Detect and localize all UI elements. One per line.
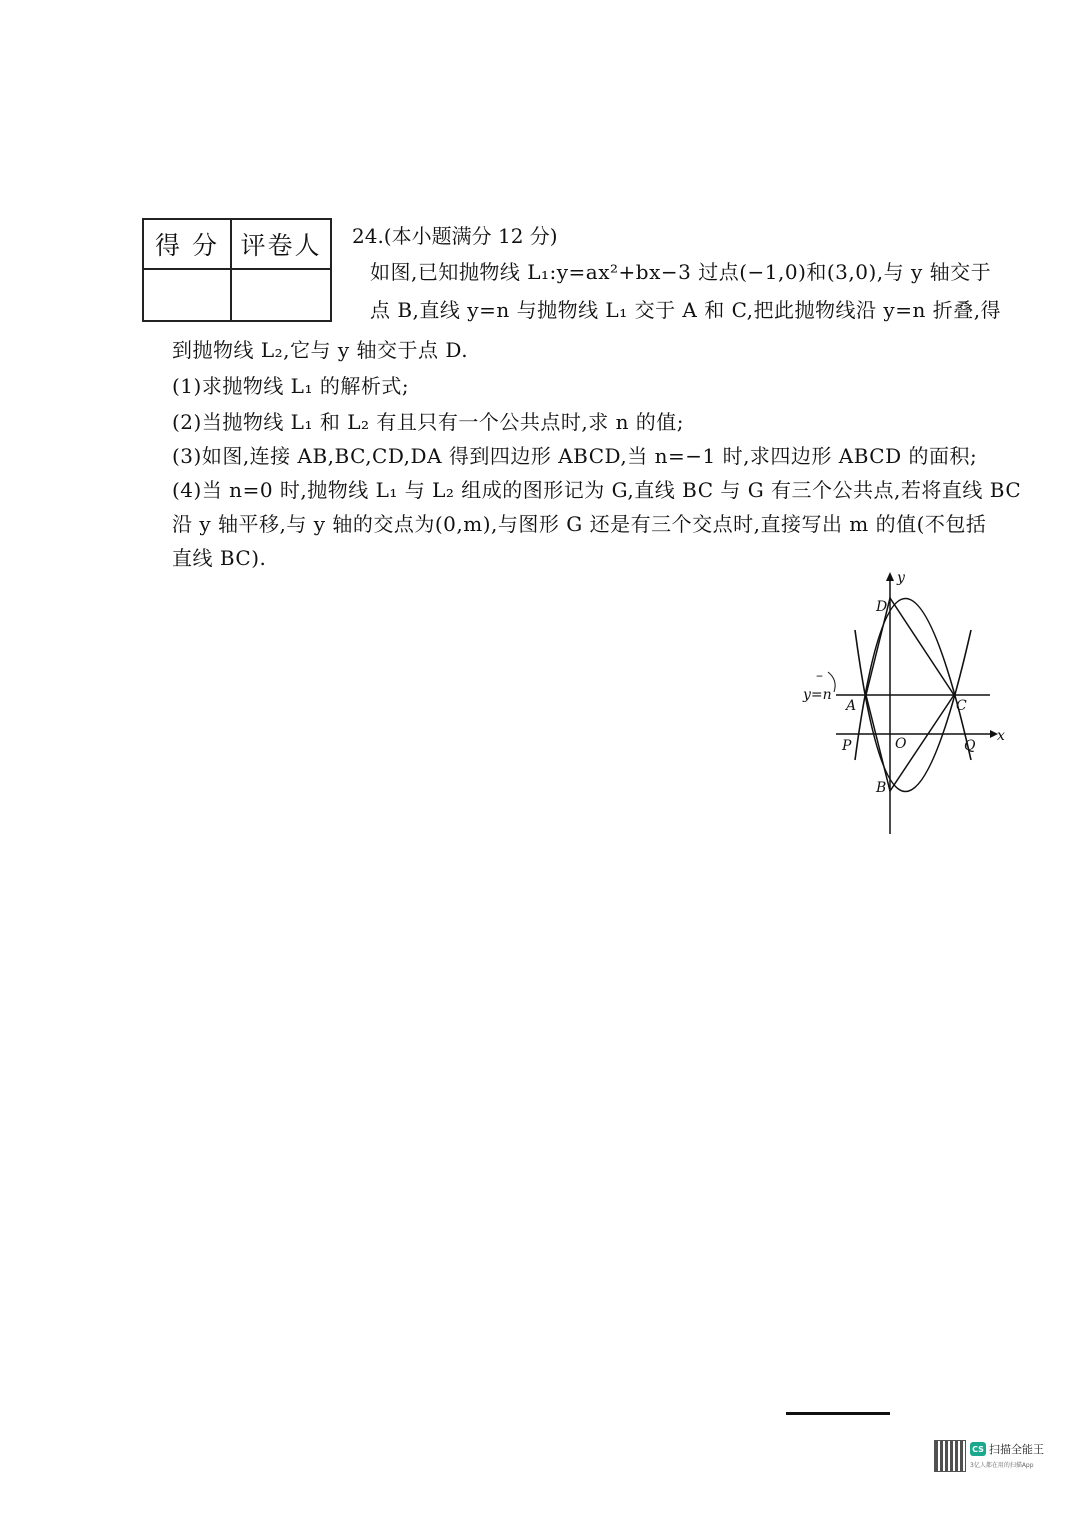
score-table bbox=[142, 218, 332, 322]
label-Q: Q bbox=[964, 738, 976, 754]
question-part-2: (2)当抛物线 L₁ 和 L₂ 有且只有一个公共点时,求 n 的值; bbox=[172, 410, 685, 434]
parabola-L1 bbox=[855, 630, 971, 792]
parabola-figure bbox=[800, 568, 1010, 838]
label-line: y=n bbox=[803, 687, 832, 703]
cs-logo-icon: CS bbox=[970, 1442, 986, 1456]
label-C: C bbox=[956, 698, 967, 714]
page-rule bbox=[786, 1412, 890, 1415]
question-part-4-line-3: 直线 BC). bbox=[172, 546, 267, 570]
label-B: B bbox=[876, 780, 887, 796]
question-header: 24.(本小题满分 12 分) bbox=[352, 224, 558, 248]
question-part-1: (1)求抛物线 L₁ 的解析式; bbox=[172, 374, 410, 398]
score-header-cell: 得 分 bbox=[144, 220, 232, 270]
grader-header-cell: 评卷人 bbox=[232, 220, 330, 270]
question-intro-line-1: 如图,已知抛物线 L₁:y=ax²+bx−3 过点(−1,0)和(3,0),与 y 轴交于 bbox=[370, 260, 992, 284]
label-x: x bbox=[997, 728, 1005, 744]
question-part-4-line-1: (4)当 n=0 时,抛物线 L₁ 与 L₂ 组成的图形记为 G,直线 BC 与 G 有三个公共点,若将直线 BC bbox=[172, 478, 1022, 502]
label-P: P bbox=[842, 738, 852, 754]
y-axis-arrow bbox=[886, 572, 894, 581]
label-A: A bbox=[846, 698, 857, 714]
qr-code-icon bbox=[934, 1440, 966, 1472]
label-y: y bbox=[897, 570, 905, 586]
question-part-3: (3)如图,连接 AB,BC,CD,DA 得到四边形 ABCD,当 n=−1 时,求四边形 ABCD 的面积; bbox=[172, 444, 978, 468]
watermark-subtitle: 3亿人都在用的扫描App bbox=[970, 1462, 1034, 1469]
grader-value-cell bbox=[232, 270, 330, 320]
question-intro-line-2: 点 B,直线 y=n 与抛物线 L₁ 交于 A 和 C,把此抛物线沿 y=n 折叠,得 bbox=[370, 298, 1002, 322]
label-dash: – bbox=[816, 668, 823, 684]
label-D: D bbox=[876, 599, 888, 615]
label-O: O bbox=[895, 736, 907, 752]
question-part-4-line-2: 沿 y 轴平移,与 y 轴的交点为(0,m),与图形 G 还是有三个交点时,直接写出 m 的值(不包括 bbox=[172, 512, 987, 536]
question-intro-line-3: 到抛物线 L₂,它与 y 轴交于点 D. bbox=[172, 338, 469, 362]
score-value-cell bbox=[144, 270, 232, 320]
watermark-title: 扫描全能王 bbox=[989, 1443, 1044, 1456]
scanner-watermark bbox=[934, 1440, 1046, 1476]
parabola-L2 bbox=[855, 599, 971, 761]
